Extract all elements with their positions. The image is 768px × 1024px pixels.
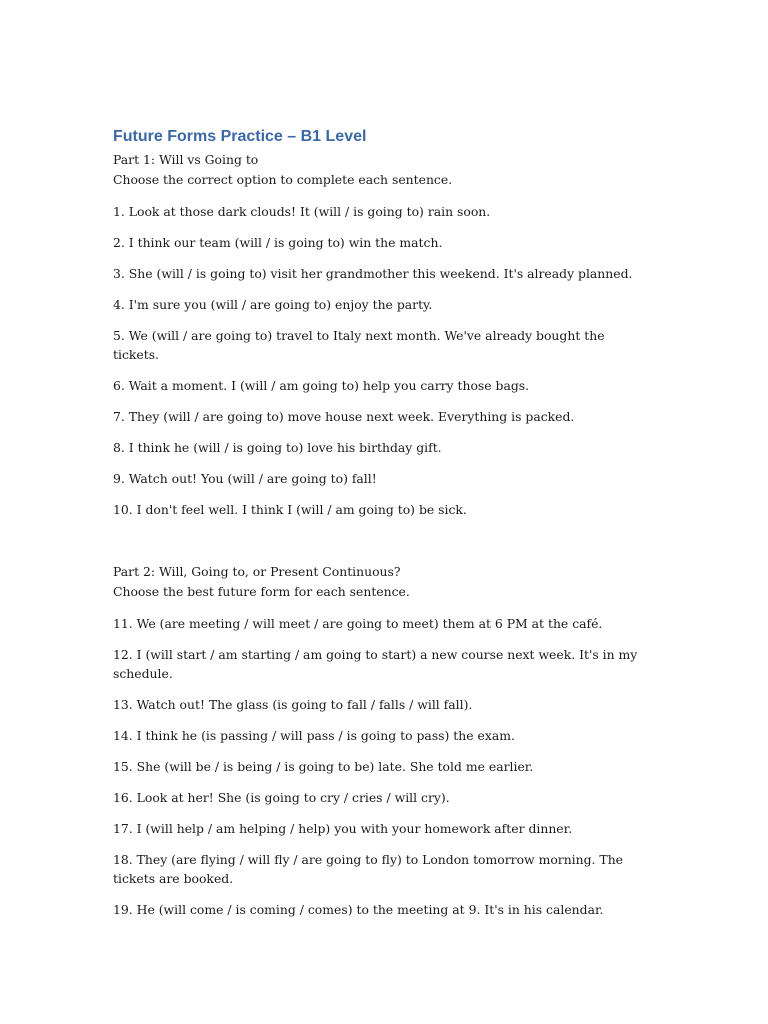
- document-content: [113, 123, 653, 931]
- spacer: [113, 602, 653, 614]
- question-16: 16. Look at her! She (is going to cry / cries / will cry).: [113, 790, 450, 805]
- question-2: 2. I think our team (will / is going to) win the match.: [113, 235, 443, 250]
- section-spacer: [113, 531, 653, 562]
- question-17: 17. I (will help / am helping / help) you with your homework after dinner.: [113, 821, 573, 836]
- question-13: 13. Watch out! The glass (is going to fall / falls / will fall).: [113, 697, 473, 712]
- question-7: 7. They (will / are going to) move house next week. Everything is packed.: [113, 409, 575, 424]
- question-19: 19. He (will come / is coming / comes) to the meeting at 9. It's in his calendar.: [113, 902, 604, 917]
- spacer: [113, 190, 653, 202]
- question-11: 11. We (are meeting / will meet / are going to meet) them at 6 PM at the café.: [113, 616, 603, 631]
- part1-heading: Part 1: Will vs Going to: [113, 152, 259, 167]
- question-3: 3. She (will / is going to) visit her grandmother this weekend. It's already planned.: [113, 266, 633, 281]
- part2-heading: Part 2: Will, Going to, or Present Continuous?: [113, 564, 401, 579]
- part2-instruction: Choose the best future form for each sentence.: [113, 584, 410, 599]
- part1-instruction: Choose the correct option to complete each sentence.: [113, 172, 453, 187]
- question-1: 1. Look at those dark clouds! It (will / is going to) rain soon.: [113, 204, 491, 219]
- document-title: Future Forms Practice – B1 Level: [113, 128, 367, 145]
- question-12: 12. I (will start / am starting / am going to start) a new course next week. It's in my schedule.: [113, 647, 638, 681]
- question-14: 14. I think he (is passing / will pass / is going to pass) the exam.: [113, 728, 515, 743]
- question-4: 4. I'm sure you (will / are going to) enjoy the party.: [113, 297, 433, 312]
- question-5: 5. We (will / are going to) travel to Italy next month. We've already bought the tickets.: [113, 328, 605, 362]
- question-18: 18. They (are flying / will fly / are going to fly) to London tomorrow morning. The tickets are booked.: [113, 852, 624, 886]
- question-8: 8. I think he (will / is going to) love his birthday gift.: [113, 440, 442, 455]
- question-9: 9. Watch out! You (will / are going to) fall!: [113, 471, 377, 486]
- question-10: 10. I don't feel well. I think I (will / am going to) be sick.: [113, 502, 467, 517]
- question-15: 15. She (will be / is being / is going to be) late. She told me earlier.: [113, 759, 534, 774]
- question-6: 6. Wait a moment. I (will / am going to) help you carry those bags.: [113, 378, 530, 393]
